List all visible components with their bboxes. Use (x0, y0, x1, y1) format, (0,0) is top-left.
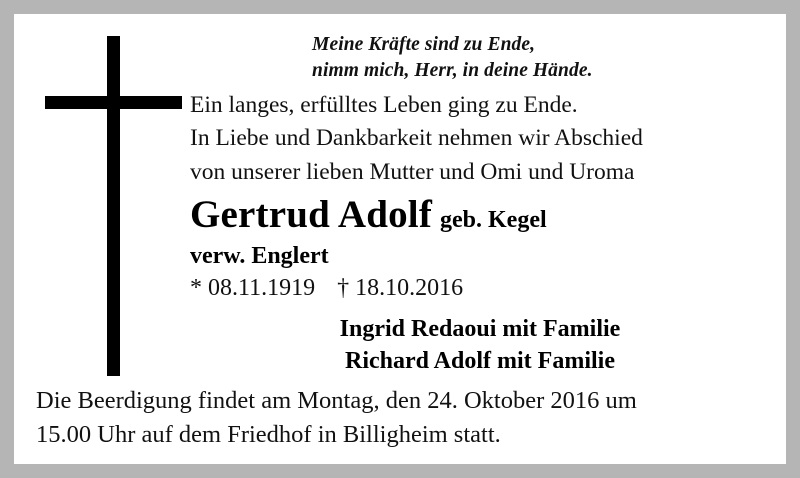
obituary-notice (14, 14, 786, 464)
life-dates (190, 275, 770, 302)
funeral-details (36, 384, 766, 453)
verse-line: nimm mich, Herr, in deine Hände. (312, 59, 593, 81)
death-date: † 18.10.2016 (337, 275, 464, 301)
deceased-name-line (190, 192, 770, 237)
funeral-line: 15.00 Uhr auf dem Friedhof in Billigheim statt. (36, 421, 501, 449)
birth-date: * 08.11.1919 (190, 275, 316, 301)
cross-horizontal-bar (45, 96, 182, 109)
deceased-maiden-name: geb. Kegel (440, 207, 547, 233)
deceased-previous-name: verw. Englert (190, 243, 329, 269)
survivor-line: Richard Adolf mit Familie (345, 347, 615, 374)
survivors-block (190, 314, 770, 377)
intro-line: von unserer lieben Mutter und Omi und Uroma (190, 158, 635, 185)
cross-icon (14, 14, 189, 384)
verse-line: Meine Kräfte sind zu Ende, (312, 34, 536, 55)
survivor-line: Ingrid Redaoui mit Familie (339, 316, 621, 342)
cross-vertical-bar (107, 36, 120, 376)
deceased-name: Gertrud Adolf (190, 193, 433, 236)
funeral-line: Die Beerdigung findet am Montag, den 24. Oktober 2016 um (36, 387, 637, 414)
intro-line: In Liebe und Dankbarkeit nehmen wir Abschied (190, 125, 643, 152)
deceased-block (190, 192, 770, 302)
intro-line: Ein langes, erfülltes Leben ging zu Ende. (190, 92, 578, 118)
verse-text (312, 32, 593, 83)
intro-text (190, 89, 643, 189)
